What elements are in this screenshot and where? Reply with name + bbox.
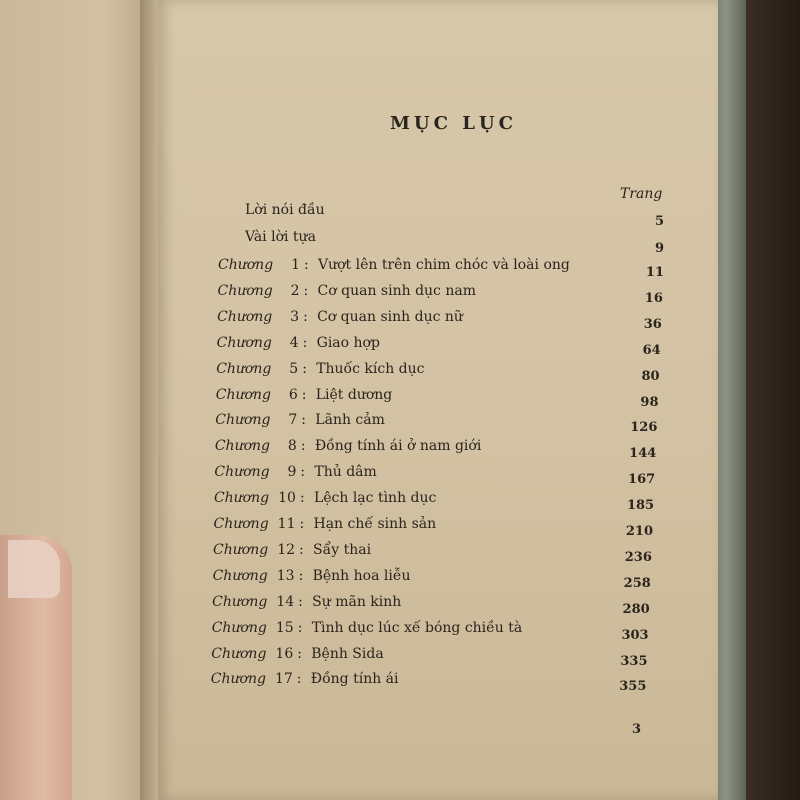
chapter-row xyxy=(0,283,700,305)
chapter-label: Chương xyxy=(213,541,269,558)
chapter-page: 167 xyxy=(628,472,656,488)
chapter-title: Liệt dương xyxy=(315,386,393,403)
chapter-page: 210 xyxy=(625,524,653,539)
intro-item: Lời nói đầu xyxy=(245,202,325,218)
chapter-page: 98 xyxy=(640,394,659,410)
chapter-title: Tình dục lúc xế bóng chiều tà xyxy=(311,619,523,636)
chapter-title: Cơ quan sinh dục nam xyxy=(317,282,476,299)
chapter-title: Thủ dâm xyxy=(314,464,377,481)
chapter-row xyxy=(0,490,700,512)
chapter-page: 280 xyxy=(622,601,650,617)
chapter-row xyxy=(0,309,700,331)
chapter-separator: : xyxy=(302,334,308,351)
chapter-page: 36 xyxy=(643,316,662,332)
chapter-row xyxy=(0,620,700,642)
chapter-number: 3 xyxy=(290,308,300,325)
chapter-row xyxy=(0,438,700,460)
chapter-number: 16 xyxy=(275,645,294,662)
chapter-row xyxy=(0,568,700,590)
chapter-number: 11 xyxy=(277,516,296,532)
chapter-number: 10 xyxy=(278,490,296,507)
chapter-separator: : xyxy=(301,386,307,403)
chapter-separator: : xyxy=(299,490,305,507)
chapter-row xyxy=(0,257,700,279)
chapter-page: 258 xyxy=(623,575,651,591)
chapter-number: 5 xyxy=(289,360,299,377)
chapter-row xyxy=(0,516,700,538)
intro-item: Vài lời tựa xyxy=(245,229,316,245)
chapter-separator: : xyxy=(303,308,308,325)
chapter-page: 355 xyxy=(619,679,647,695)
chapter-title: Lệch lạc tình dục xyxy=(313,490,437,507)
chapter-title: Bệnh hoa liễu xyxy=(312,567,411,584)
chapter-label: Chương xyxy=(212,567,268,584)
chapter-title: Thuốc kích dục xyxy=(316,360,425,377)
chapter-label: Chương xyxy=(213,490,270,507)
chapter-label: Chương xyxy=(217,282,273,299)
page-number: 3 xyxy=(632,722,642,737)
chapter-page: 80 xyxy=(641,368,660,384)
toc-title: MỤC LỤC xyxy=(390,113,517,134)
chapter-number: 9 xyxy=(287,464,297,481)
chapter-title: Lãnh cảm xyxy=(315,412,385,429)
chapter-title: Giao hợp xyxy=(316,334,380,351)
chapter-row xyxy=(0,464,700,486)
chapter-number: 13 xyxy=(276,567,295,584)
chapter-page: 16 xyxy=(644,290,663,306)
chapter-number: 15 xyxy=(275,619,294,636)
chapter-label: Chương xyxy=(214,464,270,481)
chapter-label: Chương xyxy=(218,257,274,273)
chapter-title: Sự mãn kinh xyxy=(312,593,402,610)
chapter-page: 303 xyxy=(621,627,649,643)
chapter-separator: : xyxy=(300,438,306,455)
chapter-page: 144 xyxy=(629,446,657,462)
chapter-label: Chương xyxy=(213,516,269,532)
chapter-number: 14 xyxy=(276,593,295,610)
chapter-separator: : xyxy=(302,360,307,377)
chapter-number: 1 xyxy=(291,257,300,273)
chapter-label: Chương xyxy=(211,645,267,662)
chapter-page: 185 xyxy=(626,498,655,514)
chapter-title: Bệnh Sida xyxy=(311,645,384,662)
chapter-number: 12 xyxy=(277,541,296,558)
intro-page: 5 xyxy=(654,214,664,229)
chapter-separator: : xyxy=(304,257,309,273)
chapter-separator: : xyxy=(297,645,302,662)
chapter-number: 17 xyxy=(274,671,293,688)
chapter-page: 64 xyxy=(642,342,661,358)
chapter-title: Sẩy thai xyxy=(313,541,372,558)
chapter-page: 11 xyxy=(645,265,664,280)
chapter-row xyxy=(0,412,700,434)
chapter-label: Chương xyxy=(215,412,271,429)
chapter-label: Chương xyxy=(212,593,268,610)
chapter-row xyxy=(0,594,700,616)
chapter-number: 7 xyxy=(288,412,298,429)
intro-page: 9 xyxy=(654,241,664,256)
chapter-row xyxy=(0,646,700,668)
chapter-label: Chương xyxy=(216,360,272,377)
chapter-label: Chương xyxy=(216,334,272,351)
chapter-title: Vượt lên trên chim chóc và loài ong xyxy=(318,257,570,273)
chapter-separator: : xyxy=(301,412,307,429)
chapter-separator: : xyxy=(300,464,306,481)
chapter-row xyxy=(0,361,700,383)
chapter-number: 4 xyxy=(289,334,299,351)
chapter-row xyxy=(0,671,700,693)
chapter-separator: : xyxy=(298,593,303,610)
chapter-label: Chương xyxy=(210,671,266,688)
chapter-page: 126 xyxy=(630,420,658,436)
chapter-separator: : xyxy=(299,516,305,532)
chapter-title: Đồng tính ái ở nam giới xyxy=(314,438,482,455)
chapter-page: 236 xyxy=(624,549,652,565)
chapter-page: 335 xyxy=(620,653,648,669)
chapter-title: Đồng tính ái xyxy=(310,671,399,688)
chapter-row xyxy=(0,542,700,564)
chapter-separator: : xyxy=(303,282,309,299)
chapter-separator: : xyxy=(299,541,304,558)
chapter-row xyxy=(0,387,700,409)
chapter-separator: : xyxy=(297,619,303,636)
chapter-title: Hạn chế sinh sản xyxy=(313,516,437,532)
chapter-separator: : xyxy=(296,671,302,688)
chapter-label: Chương xyxy=(214,438,270,455)
page-column-header: Trang xyxy=(620,186,663,202)
chapter-title: Cơ quan sinh dục nữ xyxy=(317,308,463,325)
chapter-label: Chương xyxy=(217,308,273,325)
chapter-separator: : xyxy=(298,567,304,584)
chapter-number: 6 xyxy=(288,386,298,403)
chapter-row xyxy=(0,335,700,357)
chapter-label: Chương xyxy=(211,619,267,636)
chapter-number: 8 xyxy=(287,438,297,455)
chapter-label: Chương xyxy=(215,386,271,403)
chapter-number: 2 xyxy=(290,282,300,299)
